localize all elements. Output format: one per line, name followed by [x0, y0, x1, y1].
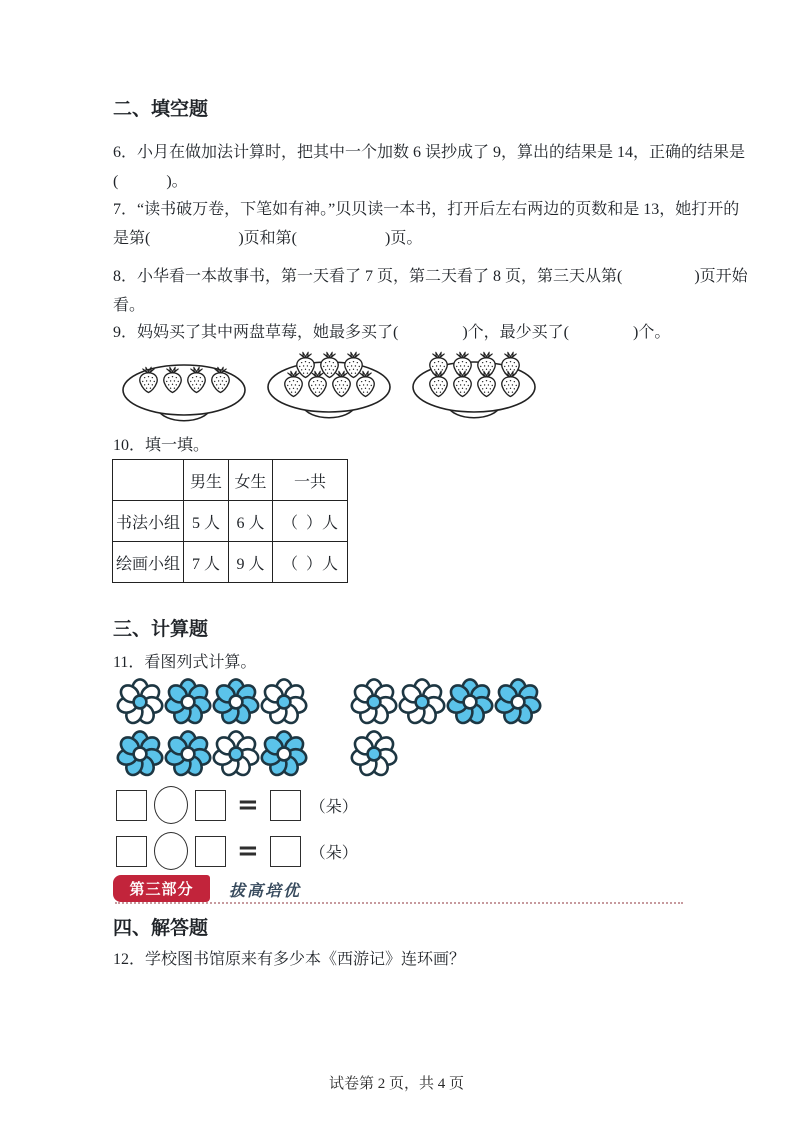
flower-row — [116, 730, 308, 778]
question-7-line-1: 7．“读书破万卷，下笔如有神。”贝贝读一本书，打开后左右两边的页数和是 13，她打开的 — [113, 201, 740, 218]
flower-row — [350, 730, 542, 778]
white-flower-icon — [350, 678, 398, 726]
equation-square-blank — [116, 836, 147, 867]
white-flower-icon — [260, 678, 308, 726]
strawberry-plate — [409, 351, 539, 426]
part3-banner — [113, 874, 683, 904]
table-row-header: 书法小组 — [113, 501, 184, 542]
blue-flower-icon — [164, 730, 212, 778]
flower-row — [116, 678, 308, 726]
equation-row — [116, 832, 358, 870]
white-flower-icon — [398, 678, 446, 726]
question-6-blank-line: ( )。 — [113, 173, 188, 190]
equation-circle-blank — [154, 786, 188, 824]
section-2-heading: 二、填空题 — [113, 99, 209, 120]
equation-square-blank — [195, 836, 226, 867]
question-6-line-1: 6．小月在做加法计算时，把其中一个加数 6 误抄成了 9，算出的结果是 14，正确的结果是 — [113, 144, 746, 161]
question-10-label: 10．填一填。 — [113, 437, 210, 454]
table-header-cell: 女生 — [229, 460, 273, 501]
table-row — [113, 501, 348, 542]
section-3-heading: 三、计算题 — [113, 619, 209, 640]
white-flower-icon — [350, 730, 398, 778]
equation-rows — [116, 786, 358, 870]
equation-equals-sign: = — [237, 790, 259, 820]
blue-flower-icon — [212, 678, 260, 726]
white-flower-icon — [212, 730, 260, 778]
table-header-cell — [113, 460, 184, 501]
table-header-cell: 男生 — [184, 460, 229, 501]
equation-unit-label: （朵） — [309, 844, 358, 862]
blue-flower-icon — [446, 678, 494, 726]
question-9-line-1: 9．妈妈买了其中两盘草莓，她最多买了( )个，最少买了( )个。 — [113, 324, 671, 341]
strawberry-plate — [264, 351, 394, 426]
question-11-label: 11．看图列式计算。 — [113, 654, 257, 671]
equation-square-blank — [270, 836, 301, 867]
blue-flower-icon — [116, 730, 164, 778]
part3-badge-text: 第三部分 — [129, 881, 194, 898]
equation-equals-sign: = — [237, 836, 259, 866]
table-cell: 9 人 — [229, 542, 273, 583]
equation-square-blank — [270, 790, 301, 821]
equation-unit-label: （朵） — [309, 798, 358, 816]
table-header-cell: 一共 — [273, 460, 348, 501]
flower-group-2 — [350, 678, 542, 778]
part3-label: 拔高培优 — [229, 883, 302, 900]
question-7-line-2: 是第( )页和第( )页。 — [113, 230, 423, 247]
flower-group-1 — [116, 678, 308, 778]
part3-badge — [113, 875, 210, 902]
table-cell: （ ）人 — [273, 501, 348, 542]
table-row — [113, 542, 348, 583]
table-cell: （ ）人 — [273, 542, 348, 583]
equation-row — [116, 786, 358, 824]
blue-flower-icon — [164, 678, 212, 726]
question-12-line-1: 12．学校图书馆原来有多少本《西游记》连环画？ — [113, 951, 466, 968]
banner-dotted-rule — [115, 902, 683, 904]
equation-square-blank — [195, 790, 226, 821]
section-4-heading: 四、解答题 — [113, 918, 209, 939]
table-cell: 6 人 — [229, 501, 273, 542]
equation-circle-blank — [154, 832, 188, 870]
question-8-line-1: 8．小华看一本故事书，第一天看了 7 页，第二天看了 8 页，第三天从第( )页开始 — [113, 268, 748, 285]
table-cell: 5 人 — [184, 501, 229, 542]
q10-table — [112, 459, 348, 583]
page-footer: 试卷第 2 页，共 4 页 — [328, 1076, 464, 1092]
equation-square-blank — [116, 790, 147, 821]
strawberry-plate — [119, 354, 249, 429]
flower-row — [350, 678, 542, 726]
table-cell: 7 人 — [184, 542, 229, 583]
blue-flower-icon — [260, 730, 308, 778]
question-8-line-2: 看。 — [113, 297, 146, 314]
table-row-header: 绘画小组 — [113, 542, 184, 583]
white-flower-icon — [116, 678, 164, 726]
blue-flower-icon — [494, 678, 542, 726]
